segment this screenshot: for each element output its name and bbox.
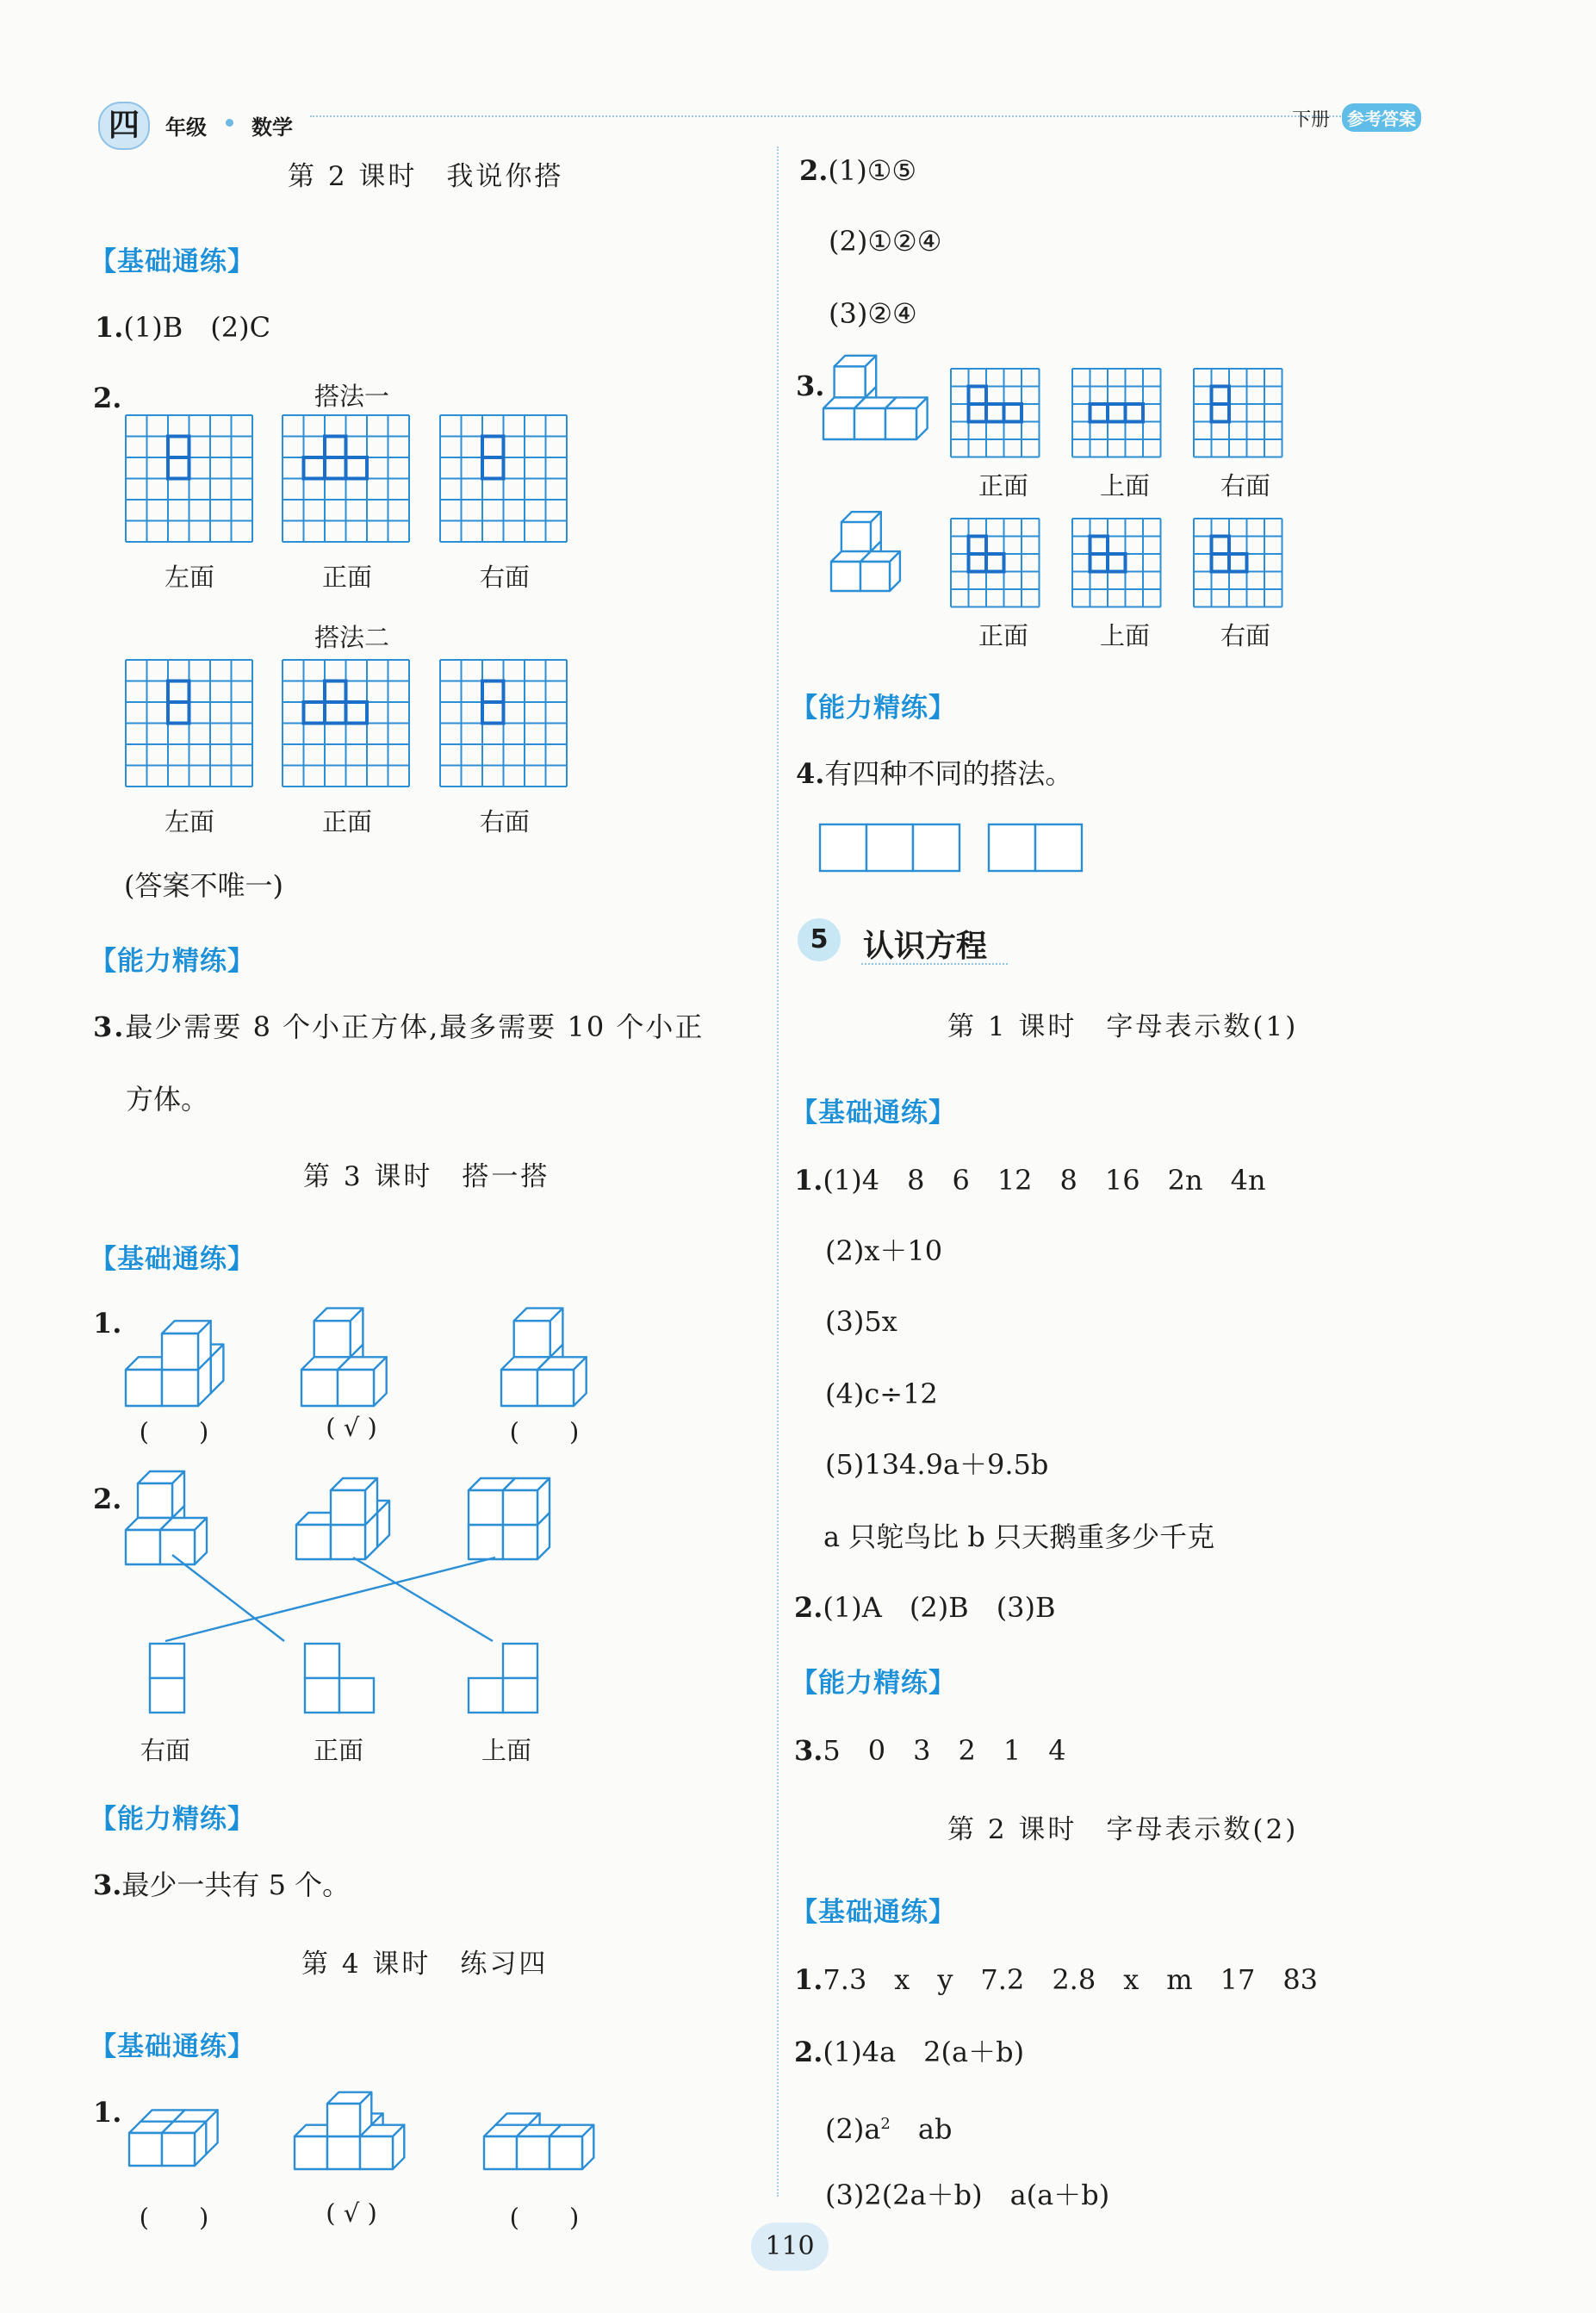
- grade-badge: 四: [98, 102, 150, 150]
- q-number: 3.: [794, 1734, 823, 1767]
- view-shape-right: [150, 1644, 184, 1713]
- unit-cube: [503, 1478, 550, 1525]
- q-number: 4.: [796, 757, 825, 790]
- unit-cube: [138, 1471, 184, 1518]
- match-line: [353, 1558, 493, 1641]
- grid-q3-top-2: [1072, 519, 1161, 607]
- view-label-left: 左面: [164, 563, 214, 592]
- unit-badge: 5: [798, 918, 841, 961]
- unit-cube: [314, 1309, 363, 1358]
- grid-method2-front: [283, 660, 409, 787]
- view-label-right: 右面: [479, 807, 530, 836]
- unit-title: 认识方程: [863, 929, 988, 964]
- unit-cube: [360, 2125, 404, 2169]
- r-lesson2-title: 第 2 课时 字母表示数(2): [947, 1814, 1299, 1845]
- unit-cube: [841, 512, 881, 551]
- r-ability-heading: 【能力精练】: [791, 693, 956, 724]
- method1-label: 搭法一: [314, 382, 390, 411]
- choice-paren-checked: ( √ ): [326, 2198, 377, 2228]
- filled-cell: [482, 457, 504, 479]
- q-number: 1.: [93, 2096, 122, 2129]
- match-line: [165, 1558, 495, 1641]
- filled-cell: [482, 437, 504, 458]
- view-label-top: 上面: [1099, 471, 1150, 501]
- q-number: 1.: [95, 311, 124, 344]
- q-number: 3.: [93, 1010, 126, 1043]
- filled-cell: [168, 702, 189, 724]
- match-line: [172, 1555, 284, 1641]
- grid-method1-right: [440, 415, 567, 542]
- r-l1-q1-3: (3)5x: [825, 1305, 897, 1338]
- unit-cube: [860, 551, 900, 591]
- view-label-right: 右面: [1220, 621, 1270, 650]
- q-number: 1.: [794, 1164, 823, 1197]
- view-label-front: 正面: [321, 563, 372, 592]
- grid-q3-right-1: [1194, 369, 1282, 457]
- filled-cell: [325, 437, 346, 458]
- grid-method2-left: [126, 660, 252, 787]
- filled-cell: [168, 437, 189, 458]
- grid-method2-right: [440, 660, 567, 787]
- filled-cell: [1229, 554, 1247, 572]
- grid-q3-right-2: [1194, 519, 1282, 607]
- r-lesson2-basic-heading: 【基础通练】: [791, 1897, 956, 1928]
- view-label-front: 正面: [978, 621, 1028, 650]
- filled-cell: [168, 457, 189, 479]
- filled-cell: [482, 681, 504, 703]
- lesson2-ability-heading: 【能力精练】: [90, 946, 255, 977]
- q3-answer: 最少一共有 5 个。: [121, 1868, 351, 1901]
- r-q4-answer: 有四种不同的搭法。: [824, 757, 1073, 790]
- r-l2-q2-3: (3)2(2a＋b) a(a＋b): [825, 2179, 1110, 2211]
- filled-cell: [986, 554, 1004, 572]
- r-l1-q2: (1)A (2)B (3)B: [823, 1591, 1056, 1624]
- choice-paren: ( ): [509, 2203, 580, 2232]
- subject-label: 数学: [252, 115, 293, 140]
- r-q2-3: (3)②④: [829, 297, 917, 330]
- superscript: 2: [880, 2115, 891, 2133]
- r-lesson1-basic-heading: 【基础通练】: [791, 1097, 956, 1129]
- view-label: 上面: [481, 1736, 531, 1765]
- choice-paren: ( ): [509, 1417, 580, 1446]
- q-number: 3.: [93, 1868, 122, 1901]
- view-label-right: 右面: [479, 563, 530, 592]
- page-number: 110: [765, 2231, 815, 2261]
- filled-cell: [1108, 554, 1126, 572]
- filled-cell: [1090, 537, 1109, 555]
- r-l2-q2-2b: ab: [890, 2112, 953, 2146]
- view-label-top: 上面: [1099, 621, 1150, 650]
- unit-cube: [162, 1321, 211, 1370]
- filled-cell: [969, 554, 987, 572]
- choice-paren: ( ): [139, 2203, 209, 2232]
- grid-q3-top-1: [1072, 369, 1161, 457]
- r-l1-q3: 5 0 3 2 1 4: [823, 1734, 1066, 1767]
- r-l1-q1-5: (5)134.9a＋9.5b: [825, 1448, 1049, 1481]
- view-shape-top: [469, 1644, 537, 1713]
- lesson3-ability-heading: 【能力精练】: [90, 1804, 255, 1835]
- filled-cell: [304, 457, 326, 479]
- r-l1-q1-2: (2)x＋10: [825, 1234, 943, 1267]
- filled-cell: [969, 404, 987, 422]
- unit-cube: [160, 1518, 207, 1564]
- r-l2-q2-1: (1)4a 2(a＋b): [823, 2036, 1025, 2068]
- filled-cell: [1126, 404, 1144, 422]
- lesson3-title: 第 3 课时 搭一搭: [303, 1161, 550, 1192]
- lesson2-title: 第 2 课时 我说你搭: [288, 161, 564, 192]
- filled-cell: [304, 702, 326, 724]
- view-label: 正面: [313, 1736, 363, 1765]
- lesson2-basic-heading: 【基础通练】: [90, 246, 255, 277]
- filled-cell: [1090, 404, 1109, 422]
- q-number: 1.: [794, 1963, 823, 1996]
- grid-method1-left: [126, 415, 252, 542]
- filled-cell: [1212, 387, 1230, 405]
- r-l1-q1-4: (4)c÷12: [825, 1377, 938, 1410]
- unit-cube: [550, 2125, 593, 2169]
- filled-cell: [1212, 554, 1230, 572]
- q-number: 2.: [93, 1483, 122, 1515]
- filled-cell: [1090, 554, 1109, 572]
- q-number: 2.: [93, 382, 122, 414]
- r-lesson1-title: 第 1 课时 字母表示数(1): [947, 1011, 1299, 1042]
- lesson3-basic-heading: 【基础通练】: [90, 1244, 255, 1275]
- cube-figure: [126, 356, 928, 2169]
- q-number: 1.: [93, 1307, 122, 1340]
- filled-cell: [1004, 404, 1022, 422]
- filled-cell: [969, 537, 987, 555]
- q3-answer-line1: 最少需要 8 个小正方体,最多需要 10 个小正: [125, 1010, 705, 1043]
- filled-cell: [346, 702, 368, 724]
- arrangement-strip-3: [820, 824, 959, 871]
- unit-cube: [835, 356, 877, 398]
- filled-cell: [1108, 404, 1126, 422]
- unit-cube: [162, 2122, 206, 2166]
- unit-cube: [327, 2092, 371, 2136]
- unit-cube: [514, 1309, 563, 1358]
- volume-label: 下册: [1292, 109, 1331, 131]
- filled-cell: [325, 681, 346, 703]
- r-q2-1: (1)①⑤: [828, 154, 917, 187]
- choice-paren-checked: ( √ ): [326, 1413, 377, 1442]
- q-number: 3.: [796, 370, 825, 402]
- filled-cell: [969, 387, 987, 405]
- lesson4-title: 第 4 课时 练习四: [301, 1949, 549, 1980]
- r-l1-q1-6: a 只鸵鸟比 b 只天鹅重多少千克: [823, 1520, 1215, 1553]
- r-l2-q1: 7.3 x y 7.2 2.8 x m 17 83: [823, 1963, 1319, 1996]
- view-label-right: 右面: [1220, 471, 1270, 501]
- filled-cell: [986, 404, 1004, 422]
- r-lesson1-ability-heading: 【能力精练】: [791, 1668, 956, 1699]
- q-number: 2.: [794, 1591, 823, 1624]
- grid-q3-front-2: [951, 519, 1040, 607]
- q-number: 2.: [799, 154, 829, 187]
- method2-label: 搭法二: [314, 623, 390, 652]
- filled-cell: [1212, 404, 1230, 422]
- filled-cell: [325, 457, 346, 479]
- grid-method1-front: [283, 415, 409, 542]
- answer-note: (答案不唯一): [124, 869, 283, 902]
- view-label-left: 左面: [164, 807, 214, 836]
- filled-cell: [325, 702, 346, 724]
- view-shape-front: [305, 1644, 374, 1713]
- answer-tag: 参考答案: [1342, 103, 1421, 132]
- filled-cell: [1212, 537, 1230, 555]
- filled-cell: [168, 681, 189, 703]
- q1-answer: (1)B (2)C: [123, 311, 271, 344]
- q-number: 2.: [794, 2036, 823, 2068]
- arrangement-strip-2: [989, 824, 1082, 871]
- filled-cell: [346, 457, 368, 479]
- grade-label: 年级: [165, 115, 207, 140]
- unit-cube: [338, 1357, 387, 1406]
- view-label: 右面: [140, 1736, 190, 1765]
- lesson4-basic-heading: 【基础通练】: [90, 2031, 255, 2062]
- r-l1-q1-1: (1)4 8 6 12 8 16 2n 4n: [823, 1164, 1266, 1197]
- unit-cube: [885, 397, 928, 439]
- view-label-front: 正面: [321, 807, 372, 836]
- unit-cube: [537, 1357, 587, 1406]
- q3-answer-line2: 方体。: [126, 1083, 209, 1116]
- r-q2-2: (2)①②④: [829, 225, 942, 258]
- choice-paren: ( ): [139, 1417, 209, 1446]
- view-label-front: 正面: [978, 471, 1028, 501]
- filled-cell: [482, 702, 504, 724]
- unit-cube: [331, 1478, 377, 1525]
- grid-q3-front-1: [951, 369, 1040, 457]
- r-l2-q2-2a: (2)a: [825, 2112, 881, 2146]
